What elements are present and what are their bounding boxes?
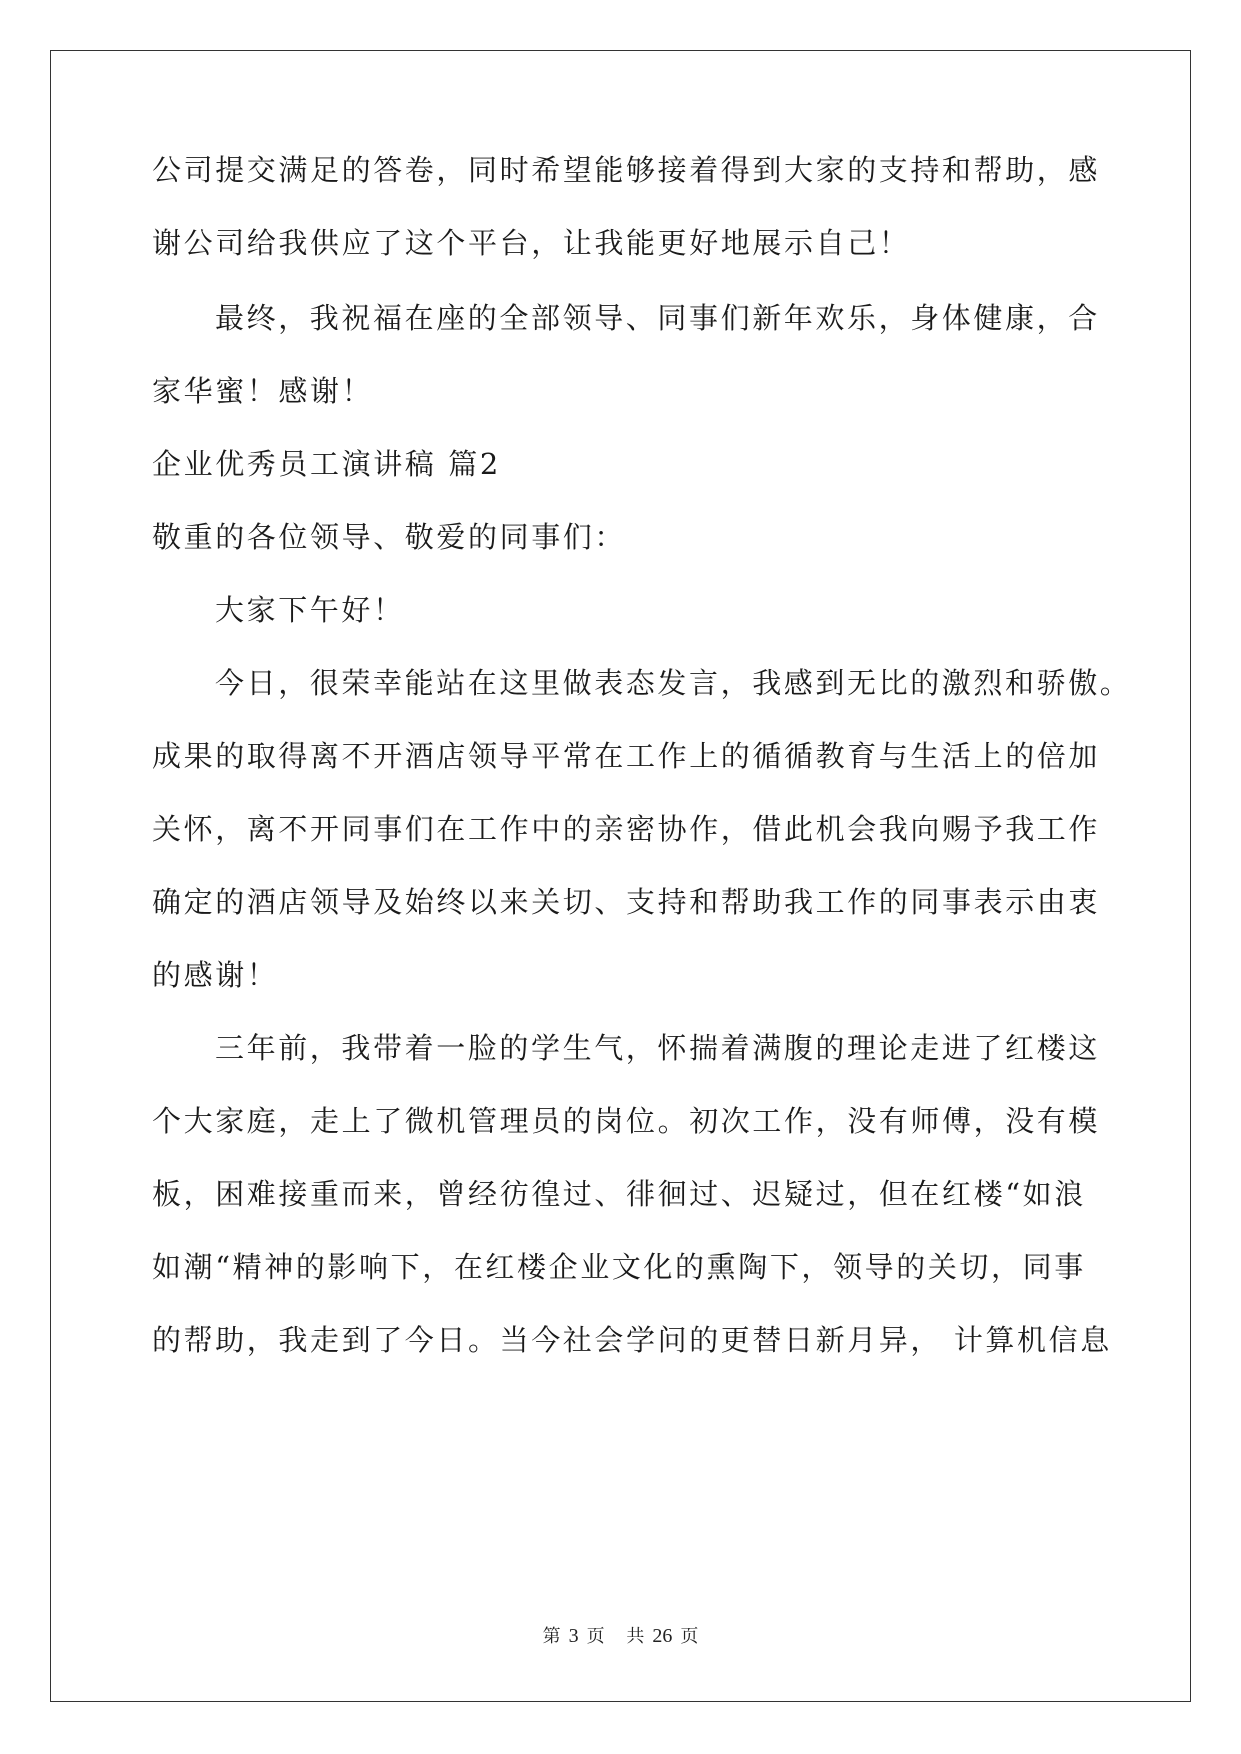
body-text-line: 个大家庭，走上了微机管理员的岗位。初次工作，没有师傅，没有模 bbox=[152, 1104, 1101, 1138]
body-text-line: 最终，我祝福在座的全部领导、同事们新年欢乐，身体健康，合 bbox=[215, 301, 1100, 335]
body-text-line: 板，困难接重而来，曾经彷徨过、徘徊过、迟疑过，但在红楼“如浪 bbox=[152, 1177, 1086, 1211]
section-heading: 企业优秀员工演讲稿 篇2 bbox=[152, 447, 501, 481]
total-indicator bbox=[622, 1626, 702, 1647]
salutation: 敬重的各位领导、敬爱的同事们： bbox=[152, 520, 627, 554]
total-suffix: 页 bbox=[680, 1626, 699, 1647]
body-text-line: 今日，很荣幸能站在这里做表态发言，我感到无比的激烈和骄傲。 bbox=[215, 666, 1132, 700]
body-text-line: 公司提交满足的答卷，同时希望能够接着得到大家的支持和帮助，感 bbox=[152, 153, 1101, 187]
body-text-line: 家华蜜！感谢！ bbox=[152, 374, 374, 408]
body-text-line: 三年前，我带着一脸的学生气，怀揣着满腹的理论走进了红楼这 bbox=[215, 1031, 1100, 1065]
page-suffix: 页 bbox=[586, 1626, 605, 1647]
total-pages: 26 bbox=[652, 1625, 673, 1647]
page-prefix: 第 bbox=[542, 1626, 561, 1647]
body-text-line: 确定的酒店领导及始终以来关切、支持和帮助我工作的同事表示由衷 bbox=[152, 885, 1101, 919]
page-indicator bbox=[539, 1626, 609, 1647]
body-text-line: 谢公司给我供应了这个平台，让我能更好地展示自己！ bbox=[152, 226, 911, 260]
body-text-line: 关怀，离不开同事们在工作中的亲密协作，借此机会我向赐予我工作 bbox=[152, 812, 1101, 846]
page-footer bbox=[0, 1622, 1241, 1648]
body-text-line: 成果的取得离不开酒店领导平常在工作上的循循教育与生活上的倍加 bbox=[152, 739, 1101, 773]
page-number: 3 bbox=[568, 1625, 579, 1647]
body-text-line: 的帮助，我走到了今日。当今社会学问的更替日新月异， 计算机信息 bbox=[152, 1323, 1112, 1357]
body-text-line: 如潮“精神的影响下，在红楼企业文化的熏陶下，领导的关切，同事 bbox=[152, 1250, 1086, 1284]
body-text-line: 的感谢！ bbox=[152, 958, 279, 992]
greeting: 大家下午好！ bbox=[215, 593, 405, 627]
total-prefix: 共 bbox=[626, 1626, 645, 1647]
